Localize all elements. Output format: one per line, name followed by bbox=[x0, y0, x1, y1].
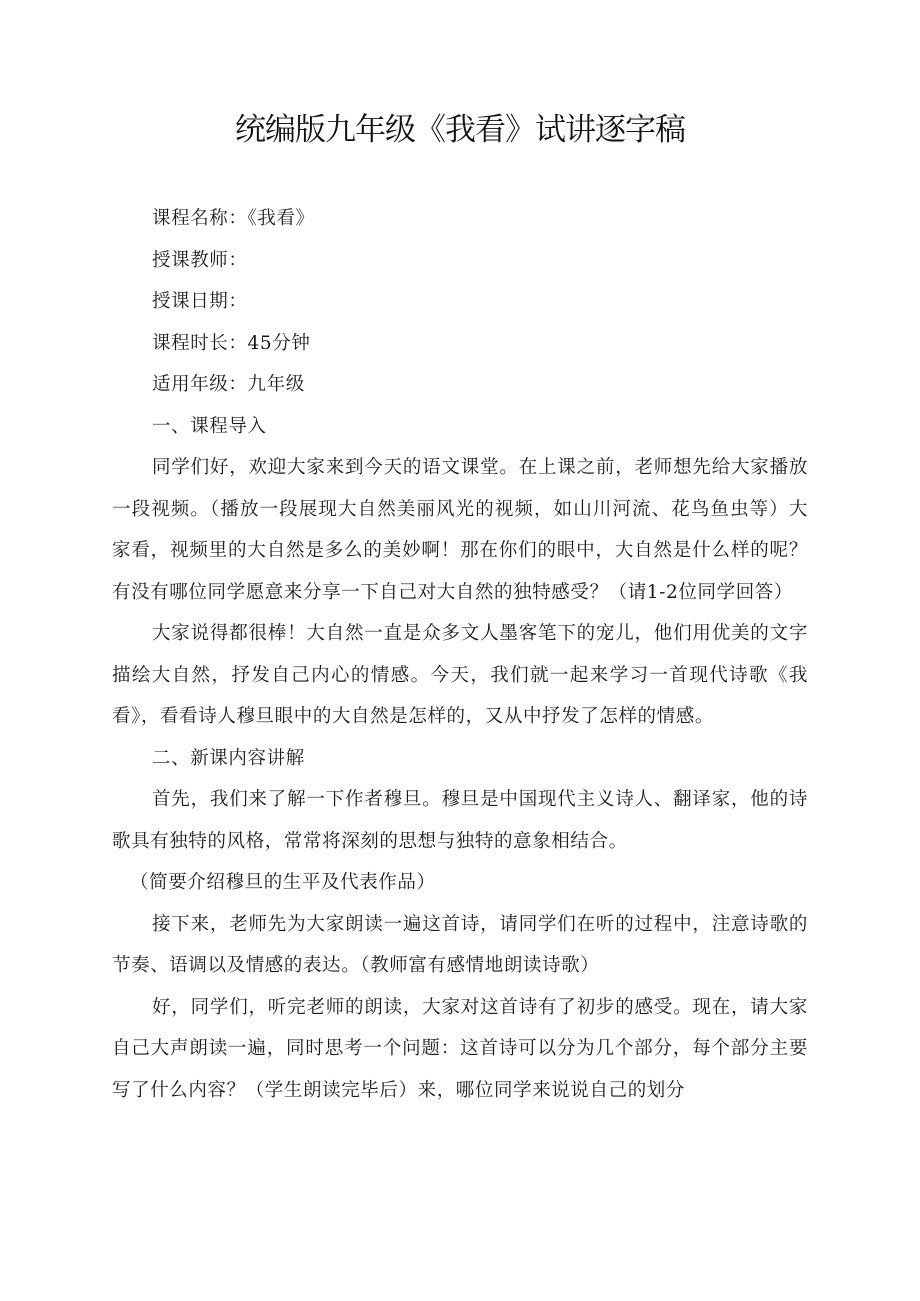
paragraph: 接下来，老师先为大家朗读一遍这首诗，请同学们在听的过程中，注意诗歌的节奏、语调以及情感的表达。（教师富有感情地朗读诗歌） bbox=[112, 913, 808, 976]
paragraph: 好，同学们，听完老师的朗读，大家对这首诗有了初步的感受。现在，请大家自己大声朗读一遍，同时思考一个问题：这首诗可以分为几个部分，每个部分主要写了什么内容？（学生朗读完毕后）来，哪位同学来说说自己的划分 bbox=[112, 996, 808, 1101]
document-body bbox=[112, 198, 808, 1111]
meta-course-name: 课程名称：《我看》 bbox=[152, 208, 315, 229]
section-heading-new-lesson: 二、新课内容讲解 bbox=[152, 747, 305, 769]
section-heading-intro: 一、课程导入 bbox=[152, 415, 267, 437]
meta-grade: 适用年级：九年级 bbox=[152, 374, 305, 395]
paragraph: 大家说得都很棒！大自然一直是众多文人墨客笔下的宠儿，他们用优美的文字描绘大自然，抒发自己内心的情感。今天，我们就一起来学习一首现代诗歌《我看》，看看诗人穆旦眼中的大自然是怎样的，又从中抒发了怎样的情感。 bbox=[112, 623, 808, 727]
meta-duration: 课程时长：45分钟 bbox=[152, 332, 311, 354]
paragraph: 同学们好，欢迎大家来到今天的语文课堂。在上课之前，老师想先给大家播放一段视频。（播放一段展现大自然美丽风光的视频，如山川河流、花鸟鱼虫等）大家看，视频里的大自然是多么的美妙啊！那在你们的眼中，大自然是什么样的呢？有没有哪位同学愿意来分享一下自己对大自然的独特感受？（请1-2位同学回答） bbox=[112, 457, 808, 603]
meta-date: 授课日期： bbox=[152, 291, 248, 312]
document-title: 统编版九年级《我看》试讲逐字稿 bbox=[235, 112, 685, 148]
paragraph-note: （简要介绍穆旦的生平及代表作品） bbox=[130, 872, 436, 893]
meta-teacher: 授课教师： bbox=[152, 249, 248, 271]
paragraph: 首先，我们来了解一下作者穆旦。穆旦是中国现代主义诗人、翻译家，他的诗歌具有独特的风格，常常将深刻的思想与独特的意象相结合。 bbox=[112, 789, 808, 852]
